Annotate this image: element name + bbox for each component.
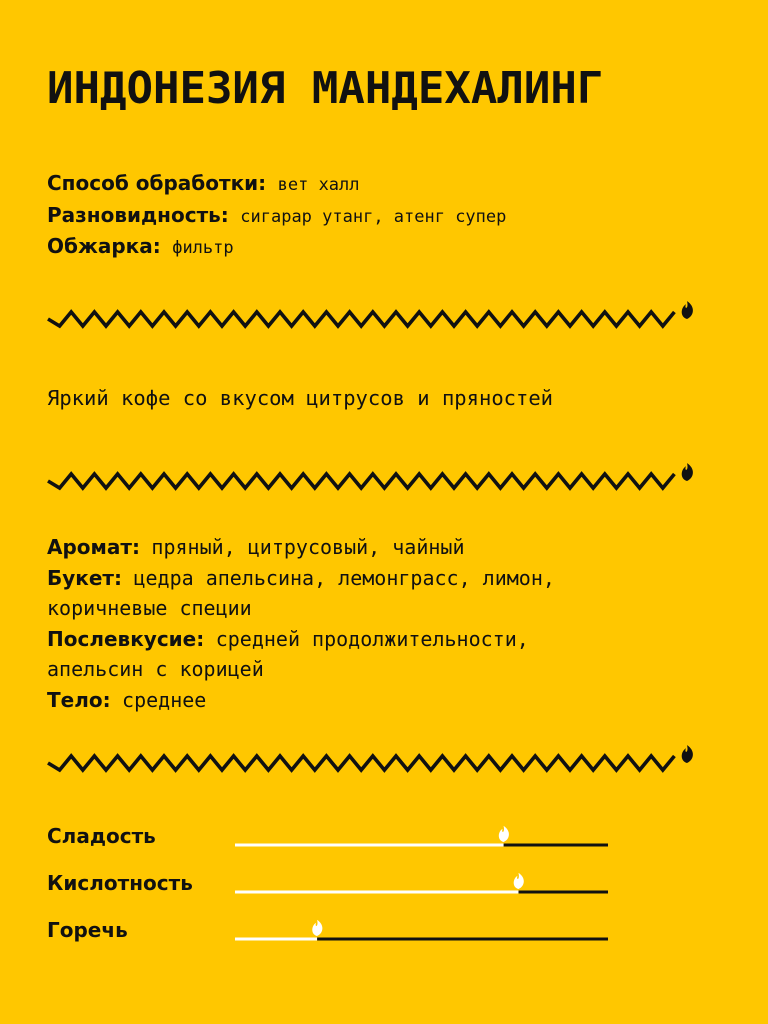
description: Яркий кофе со вкусом цитрусов и пряностей (47, 386, 554, 410)
scale-bar (232, 916, 612, 948)
spec-roast (47, 232, 506, 264)
note-body (47, 686, 555, 717)
flame-icon (514, 873, 524, 889)
note-label: Аромат: (47, 535, 140, 559)
flame-icon (682, 745, 693, 763)
wavy-divider (46, 459, 698, 503)
scale-bitterness (47, 916, 647, 948)
scale-label: Горечь (47, 918, 128, 942)
wavy-divider (46, 297, 698, 341)
spec-label: Разновидность: (47, 202, 229, 227)
note-value: средней продолжительности, (215, 626, 529, 651)
scale-acidity (47, 869, 647, 901)
note-label: Тело: (47, 687, 111, 712)
flame-icon (312, 920, 322, 936)
spec-variety (47, 201, 506, 233)
scale-sweetness (47, 822, 647, 854)
spec-value: вет халл (277, 175, 360, 195)
note-label: Послевкусие: (47, 626, 205, 651)
note-value: пряный, цитрусовый, чайный (151, 535, 465, 559)
note-value: коричневые специи (47, 596, 252, 620)
note-value: среднее (122, 687, 207, 712)
product-title: ИНДОНЕЗИЯ МАНДЕХАЛИНГ (47, 63, 604, 114)
note-value: апельсин с корицей (47, 657, 264, 681)
flame-icon (682, 301, 693, 319)
scale-bar (232, 869, 612, 901)
scale-label: Сладость (47, 824, 156, 848)
spec-value: сигарар утанг, атенг супер (240, 206, 507, 227)
note-aroma (47, 533, 555, 564)
zigzag-line (48, 474, 674, 488)
note-value: цедра апельсина, лемонграсс, лимон, (133, 565, 555, 590)
wavy-divider (46, 741, 698, 785)
spec-label: Способ обработки: (47, 171, 267, 195)
spec-label: Обжарка: (47, 234, 161, 258)
flame-icon (499, 826, 509, 842)
note-bouquet (47, 564, 555, 595)
note-bouquet-continued (47, 594, 555, 625)
spec-processing (47, 169, 506, 201)
zigzag-line (48, 312, 674, 326)
zigzag-line (48, 756, 674, 770)
specs-section (47, 169, 506, 264)
scale-bar (232, 822, 612, 854)
note-aftertaste-continued (47, 655, 555, 686)
flame-icon (682, 463, 693, 481)
tasting-notes (47, 533, 555, 716)
note-aftertaste (47, 625, 555, 656)
spec-value: фильтр (172, 238, 234, 258)
note-label: Букет: (47, 565, 123, 590)
scale-label: Кислотность (47, 871, 193, 895)
